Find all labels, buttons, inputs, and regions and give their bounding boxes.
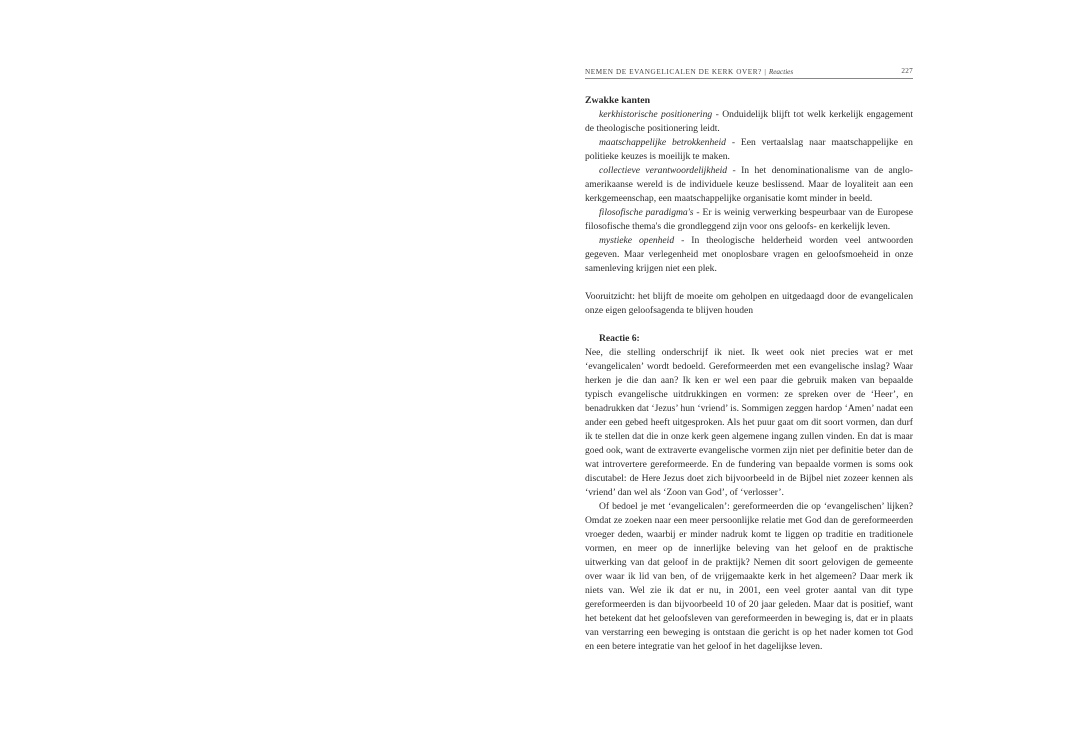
page-body <box>585 94 913 654</box>
spacer <box>585 276 913 290</box>
reaction-heading: Reactie 6: <box>599 333 640 344</box>
weak-point-term: maatschappelijke betrokkenheid <box>599 137 726 148</box>
book-page <box>585 64 913 654</box>
page-number: 227 <box>901 67 913 75</box>
weak-point-item <box>585 164 913 206</box>
weak-point-item <box>585 234 913 276</box>
header-separator: | <box>761 68 769 76</box>
running-title <box>585 68 793 76</box>
weak-point-text: - Er is weinig verwerking bespeurbaar van de Europese filosofische thema's die grondleggend zijn voor ons geloofs- en kerkelijk leven. <box>585 207 913 232</box>
spacer <box>585 318 913 332</box>
outlook-paragraph: Vooruitzicht: het blijft de moeite om geholpen en uitgedaagd door de evangelicalen onze eigen geloofsagenda te blijven houden <box>585 291 913 316</box>
weak-point-text: - Een vertaalslag naar maatschappelijke en politieke keuzes is moeilijk te maken. <box>585 137 913 162</box>
weak-points-heading: Zwakke kanten <box>585 95 651 106</box>
weak-point-text: - Onduidelijk blijft tot welk kerkelijk engagement de theologische positionering leidt. <box>585 109 913 134</box>
weak-point-item <box>585 206 913 234</box>
section-name: Reacties <box>768 68 794 76</box>
reaction-paragraph: Of bedoel je met ‘evangelicalen’: gereformeerden die op ‘evangelischen’ lijken? Omdat ze zoeken naar een meer persoonlijke relatie met God dan de gereformeerden vroeger deden, waarbij er minder nadruk komt te liggen op traditie en traditionele vormen, en meer op de innerlijke beleving van het geloof en de praktische uitwerking van dat geloof in de praktijk? Nemen dit soort gelovigen de gemeente over waar ik lid van ben, of de vrijgemaakte kerk in het algemeen? Daar merk ik niets van. Wel zie ik dat er nu, in 2001, een veel groter aantal van dit type gereformeerden is dan bijvoorbeeld 10 of 20 jaar geleden. Maar dat is positief, want het betekent dat het geloofsleven van gereformeerden in beweging is, dat er in plaats van verstarring een beweging is ontstaan die gericht is op het nader komen tot God en een betere integratie van het geloof in het dagelijkse leven. <box>585 501 913 652</box>
weak-point-term: filosofische paradigma's <box>599 207 694 218</box>
weak-point-text: - In theologische helderheid worden veel antwoorden gegeven. Maar verlegenheid met onoplosbare vragen en geloofsmoeheid in onze samenleving krijgen niet een plek. <box>585 235 914 274</box>
reaction-paragraph: Nee, die stelling onderschrijf ik niet. Ik weet ook niet precies wat er met ‘evangelicalen’ wordt bedoeld. Gereformeerden met een evangelische inslag? Waar herken je die dan aan? Ik ken er wel een paar die gebruik maken van bepaalde typisch evangelische uitdrukkingen en vormen: ze spreken over de ‘Heer’, en benadrukken dat ‘Jezus’ hun ‘vriend’ is. Sommigen zeggen hardop ‘Amen’ nadat een ander een gebed heeft uitgesproken. Als het puur gaat om dit soort vormen, dan durf ik te stellen dat die in onze kerk geen algemene ingang zullen vinden. En dat is maar goed ook, want de extraverte evangelische vormen zijn niet per definitie beter dan de wat introvertere gereformeerde. En de fundering van bepaalde vormen is soms ook discutabel: de Here Jezus doet zich bijvoorbeeld in de Bijbel niet zozeer kennen als ‘vriend’ dan wel als ‘Zoon van God’, of ‘verlosser’. <box>585 347 913 498</box>
weak-point-term: kerkhistorische positionering <box>599 109 713 120</box>
running-title-text: NEMEN DE EVANGELICALEN DE KERK OVER? <box>585 68 762 76</box>
weak-point-item <box>585 108 913 136</box>
weak-point-item <box>585 136 913 164</box>
weak-point-text: - In het denominationalisme van de anglo-amerikaanse wereld is de individuele keuze beslissend. Maar de loyaliteit aan een kerkgemeenschap, een maatschappelijke organisatie komt minder in beeld. <box>585 165 913 204</box>
weak-point-term: collectieve verantwoordelijkheid <box>599 165 728 176</box>
weak-point-term: mystieke openheid <box>599 235 675 246</box>
running-header <box>585 64 913 79</box>
